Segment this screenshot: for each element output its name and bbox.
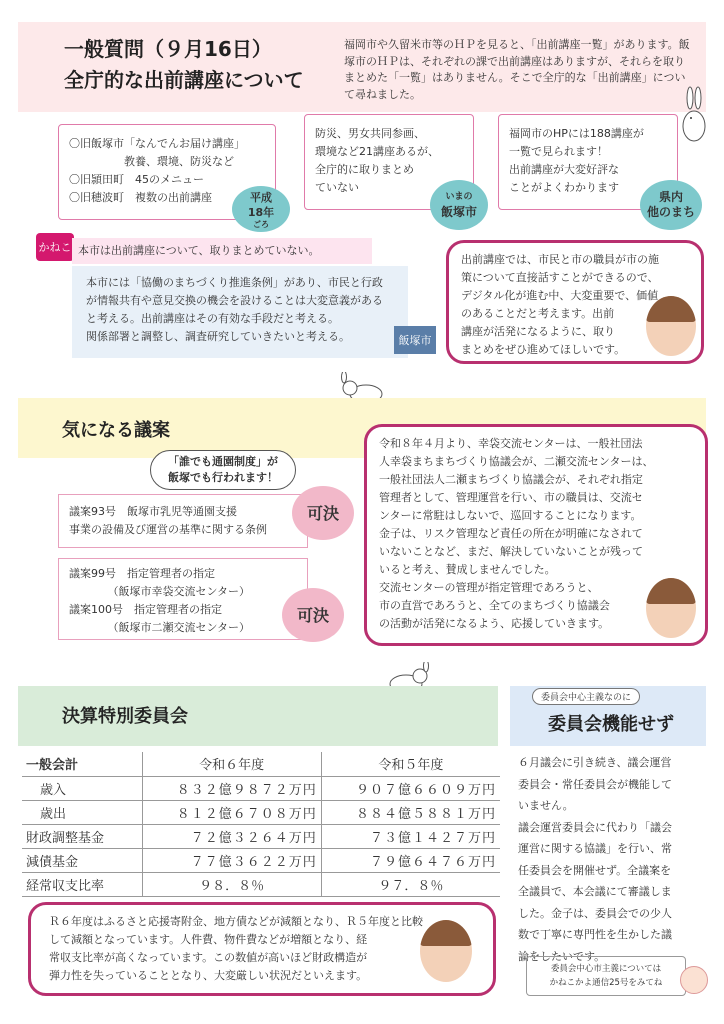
section1-title xyxy=(64,34,304,96)
kaneko-label: かねこ xyxy=(36,233,74,261)
passed-badge-1: 可決 xyxy=(292,486,354,540)
title-line-2: 全庁的な出前講座について xyxy=(64,68,304,92)
settlement-table xyxy=(22,752,500,897)
other-towns-badge: 県内 他のまち xyxy=(640,180,702,230)
city-tag: 飯塚市 xyxy=(394,326,436,354)
bill-93-box: 議案93号 飯塚市乳児等通園支援 事業の設備及び運営の基準に関する条例 xyxy=(58,494,308,548)
table-row: 歳入 ８３２億９８７２万円 ９０７億６６０９万円 xyxy=(22,776,500,800)
old-towns-box: 〇旧飯塚市「なんでんお届け講座」 教養、環境、防災など 〇旧頴田町 45のメニュー 〇旧穂波町 複数の出前講座 xyxy=(58,124,276,220)
passed-badge-2: 可決 xyxy=(282,588,344,642)
bill-99-100-box: 議案99号 指定管理者の指定 （飯塚市幸袋交流センター） 議案100号 指定管理者の指定 （飯塚市二瀬交流センター） xyxy=(58,558,308,640)
kaneko-opinion-1: 出前講座では、市民と市の職員が市の施 策について直接話すことができるので、 デジタル化が進む中、大変重要で、価値 のあることだと考えます。出前 講座が活発になるように、取り まとめをぜひ進めてほしいです。 xyxy=(446,240,704,364)
kaneko-question: 本市は出前講座について、取りまとめていない。 xyxy=(72,238,372,264)
city-answer: 本市には「協働のまちづくり推進条例」があり、市民と行政 が情報共有や意見交換の機会を設けることは大変意義がある と考える。出前講座はその有効な手段だと考える。 関係部署と調整し、調査研究していきたいと考える。 xyxy=(72,266,408,358)
section4-body: ６月議会に引き続き、議会運営 委員会・常任委員会が機能して いません。 議会運営委員会に代わり「議会 運営に関する協議」を行い、常 任委員会を開催せず。全議案を 全議員で、本会議にて審議しま した。金子は、委員会での少人 数で丁寧に専門性を生かした議 論をしたいです。 xyxy=(518,756,672,963)
title-line-1: 一般質問（９月16日） xyxy=(64,37,272,61)
mascot-icon xyxy=(680,966,708,994)
callout-bubble: 「誰でも通園制度」が 飯塚でも行われます！ xyxy=(150,450,296,490)
section1-intro: 福岡市や久留米市等のＨＰを見ると、「出前講座一覧」があります。飯塚市のＨＰは、それぞれの課で出前講座はありますが、それらを取りまとめた「一覧」はありません。そこで全庁的な「出前講座」について尋ねました。 xyxy=(344,38,690,101)
heisei-badge: 平成 18年 ごろ xyxy=(232,186,290,232)
kaneko-opinion-3: Ｒ６年度はふるさと応援寄附金、地方債などが減額となり、Ｒ５年度と比較 して減額となっています。人件費、物件費などが増額となり、経 常収支比率が高くなっています。この数値が高いほど財政構造が 弾力性を失っていることとなり、大変厳しい状況だといえます。 xyxy=(28,902,496,996)
iizuka-badge: いまの 飯塚市 xyxy=(430,180,488,230)
section4-tag: 委員会中心主義なのに xyxy=(532,688,640,705)
kaneko-opinion-2: 令和８年４月より、幸袋交流センターは、一般社団法 人幸袋まちまちづくり協議会が、二瀬交流センターは、 一般社団法人二瀬まちづくり協議会が、それぞれ指定 管理者として、管理運営を行い、市の職員は、交流セ ンターに常駐はしないで、巡回することになります。 金子は、リスク管理など責任の所在が明確になされて いないことなど、まだ、解決していないことが残って いると考え、賛成しませんでした。 交流センターの管理が指定管理であろうと、 市の直営であろうと、全てのまちづくり協議会 の活動が活発になるよう、応援していきます。 xyxy=(364,424,708,646)
kaneko-portrait xyxy=(646,578,696,638)
section4-title: 委員会機能せず xyxy=(548,714,674,735)
table-row: 財政調整基金 ７２億３２６４万円 ７３億１４２７万円 xyxy=(22,824,500,848)
table-header: 一般会計 令和６年度 令和５年度 xyxy=(22,752,500,776)
rabbit-icon xyxy=(678,86,710,146)
other-towns-box: 福岡市のHPには188講座が 一覧で見られます！ 出前講座が大変好評な ことがよくわかります xyxy=(498,114,678,210)
kaneko-portrait xyxy=(646,296,696,356)
current-city-box: 防災、男女共同参画、 環境など21講座あるが、 全庁的に取りまとめ ていない xyxy=(304,114,474,210)
kaneko-portrait xyxy=(420,920,472,982)
section3-title: 決算特別委員会 xyxy=(62,706,188,727)
table-row: 減債基金 ７７億３６２２万円 ７９億６４７６万円 xyxy=(22,848,500,872)
section2-title: 気になる議案 xyxy=(62,420,170,441)
table-row: 歳出 ８１２億６７０８万円 ８８４億５８８１万円 xyxy=(22,800,500,824)
table-row: 経常収支比率 ９８．８％ ９７．８％ xyxy=(22,872,500,896)
reference-note: 委員会中心市主義については かねこかよ通信25号をみてね xyxy=(526,956,686,996)
